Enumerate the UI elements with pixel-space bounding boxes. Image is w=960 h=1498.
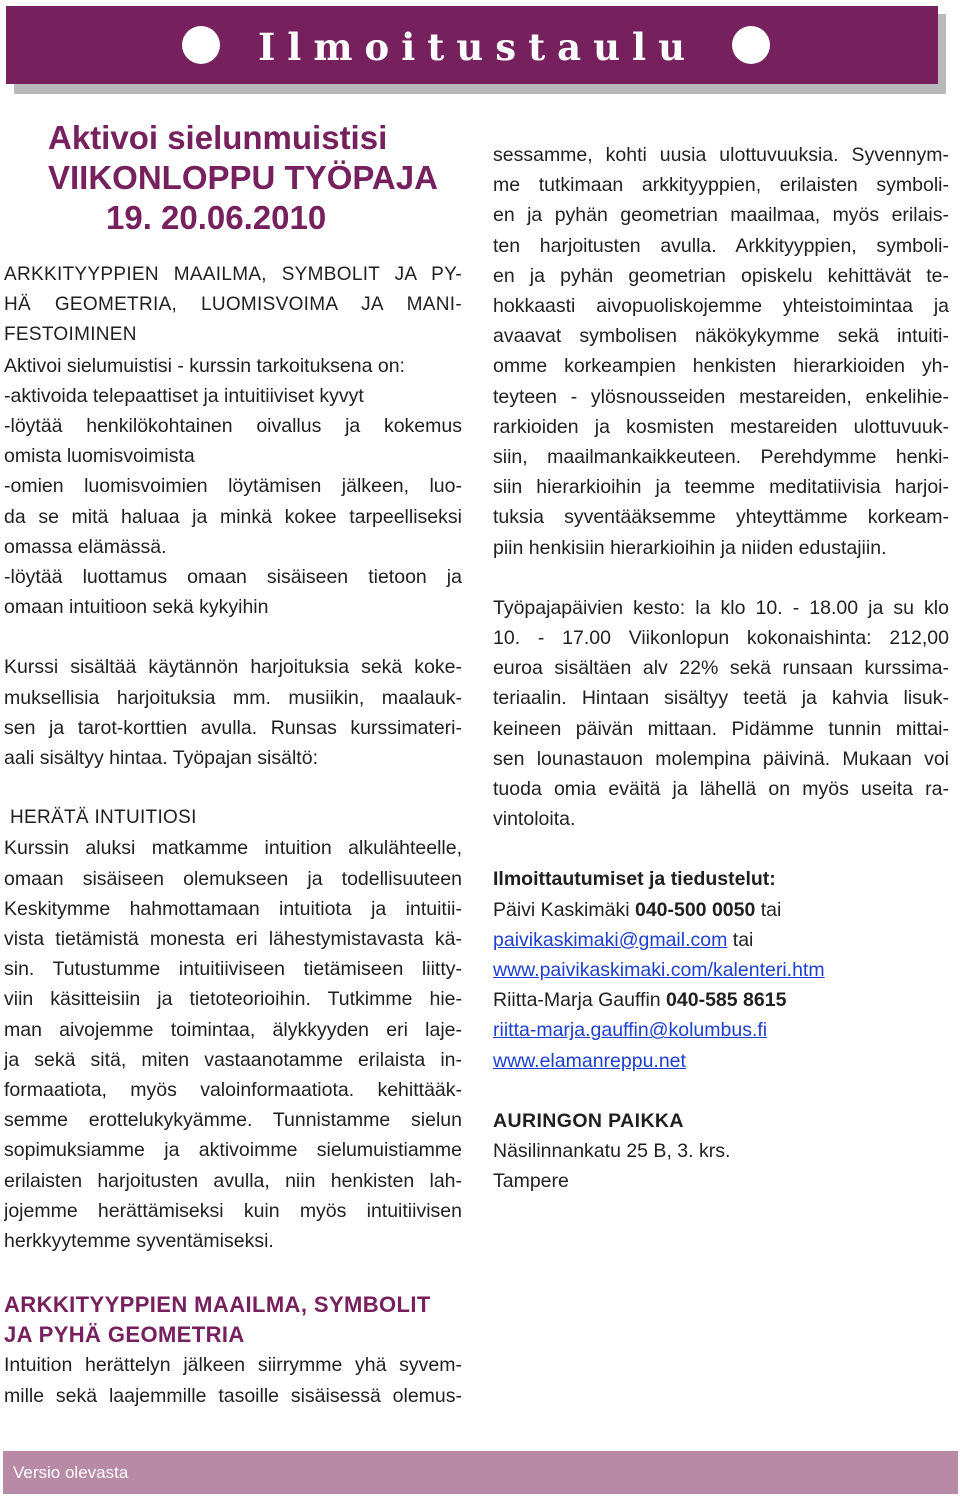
text-line: en ja pyhän geometrian opiskelu kehittävät te- bbox=[493, 264, 949, 287]
email-link[interactable]: paivikaskimaki@gmail.com bbox=[493, 928, 728, 951]
text-line: FESTOIMINEN bbox=[4, 324, 137, 346]
text-line: vista tietämistä monesta eri lähestymistavasta kä- bbox=[4, 928, 462, 951]
text-line: JA PYHÄ GEOMETRIA bbox=[4, 1322, 245, 1348]
text-line: ja sekä sitä, miten vastaanotamme erilaista in- bbox=[4, 1048, 462, 1071]
place-city: Tampere bbox=[493, 1170, 569, 1193]
contact-name: Päivi Kaskimäki bbox=[493, 898, 635, 921]
website-link[interactable]: www.elamanreppu.net bbox=[493, 1049, 686, 1072]
section-heading bbox=[4, 260, 462, 351]
text-line: herkkyytemme syventämiseksi. bbox=[4, 1230, 274, 1253]
text-line: sin. Tutustumme intuitiiviseen tietämiseen liitty- bbox=[4, 958, 462, 981]
headline-date: 19. 20.06.2010 bbox=[106, 199, 327, 236]
text-line: avaavat symbolisen näkökykymme sekä intuiti- bbox=[493, 325, 949, 348]
headline bbox=[48, 118, 468, 238]
text-line: euroa sisältäen alv 22% sekä runsaan kurssima- bbox=[493, 657, 949, 680]
course-paragraph bbox=[4, 652, 462, 773]
connector-text: tai bbox=[755, 898, 782, 921]
header-banner bbox=[6, 6, 938, 84]
text-line: Työpajapäivien kesto: la klo 10. - 18.00 ja su klo bbox=[493, 596, 949, 619]
intuition-paragraph bbox=[4, 833, 462, 1256]
text-line: hokkaasti aivopuoliskojemme yhteistoimintaa ja bbox=[493, 295, 949, 318]
text-line: Keskitymme hahmottamaan intuitiota ja intuitii- bbox=[4, 897, 462, 920]
contact-heading: Ilmoittautumiset ja tiedustelut: bbox=[493, 868, 776, 891]
text-line: -löytää luottamus omaan sisäiseen tietoon ja bbox=[4, 566, 462, 589]
right-column bbox=[493, 140, 949, 1197]
section-heading bbox=[4, 1290, 462, 1350]
text-line: formaatiota, myös valoinformaatiota. kehittääk- bbox=[4, 1079, 462, 1102]
section2-paragraph bbox=[4, 1350, 462, 1410]
text-line: ten harjoitusten avulla. Arkkityyppien, symboli- bbox=[493, 234, 949, 257]
text-line: omista luomisvoimista bbox=[4, 445, 195, 468]
contact-person-1 bbox=[493, 895, 949, 925]
text-line: vintoloita. bbox=[493, 808, 576, 831]
email-link[interactable]: riitta-marja.gauffin@kolumbus.fi bbox=[493, 1019, 768, 1042]
contact-email-line bbox=[493, 925, 949, 955]
price-paragraph bbox=[493, 593, 949, 835]
text-line: HÄ GEOMETRIA, LUOMISVOIMA JA MANI- bbox=[4, 294, 462, 316]
text-line: rarkioiden ja kosmisten mestareiden ulottuvuuk- bbox=[493, 415, 949, 438]
footer-label: Versio olevasta bbox=[13, 1463, 129, 1482]
text-line: tuoda omia eväitä ja lähellä on myös useita ra- bbox=[493, 778, 949, 801]
bullet-icon bbox=[732, 26, 770, 64]
connector-text: tai bbox=[727, 928, 754, 951]
footer-bar bbox=[3, 1451, 958, 1494]
intro-paragraph bbox=[4, 351, 462, 623]
text-line: keineen päivän mittaan. Pidämme tunnin mittai- bbox=[493, 717, 949, 740]
text-line: erilaisten harjoitusten avulla, niin henkisten lah- bbox=[4, 1169, 462, 1192]
text-line: viin käsitteisiin ja tietoteorioihin. Tutkimme hie- bbox=[4, 988, 462, 1011]
text-line: 10. - 17.00 Viikonlopun kokonaishinta: 212,00 bbox=[493, 627, 949, 650]
text-line: tuksia syventääksemme yhteyttämme korkeam- bbox=[493, 506, 949, 529]
place-block bbox=[493, 1106, 949, 1197]
place-address: Näsilinnankatu 25 B, 3. krs. bbox=[493, 1140, 731, 1163]
contact-web-line bbox=[493, 955, 949, 985]
text-line: muksellisia harjoituksia mm. musiikin, maalauk- bbox=[4, 686, 462, 709]
text-line: siin, maailmankaikkeuteen. Perehdymme henki- bbox=[493, 446, 949, 469]
contact-phone: 040-500 0050 bbox=[634, 898, 756, 921]
text-line: ARKKITYYPPIEN MAAILMA, SYMBOLIT bbox=[4, 1292, 431, 1318]
text-line: -löytää henkilökohtainen oivallus ja kokemus bbox=[4, 415, 462, 438]
text-line: omassa elämässä. bbox=[4, 535, 167, 558]
text-line: en ja pyhän geometrian maailmaa, myös erilais- bbox=[493, 204, 949, 227]
text-line: sen lounastauon molempina päivinä. Mukaan voi bbox=[493, 747, 949, 770]
intuition-heading: HERÄTÄ INTUITIOSI bbox=[10, 807, 197, 829]
place-heading: AURINGON PAIKKA bbox=[493, 1109, 684, 1132]
text-line: Intuition herättelyn jälkeen siirrymme yhä syvem- bbox=[4, 1354, 462, 1377]
website-link[interactable]: www.paivikaskimaki.com/kalenteri.htm bbox=[493, 959, 825, 982]
text-line: Kurssin aluksi matkamme intuition alkulähteelle, bbox=[4, 837, 462, 860]
contact-phone: 040-585 8615 bbox=[666, 989, 787, 1012]
text-line: sessamme, kohti uusia ulottuvuuksia. Syvennym- bbox=[493, 144, 949, 166]
text-line: mille sekä laajemmille tasoille sisäisessä olemus- bbox=[4, 1384, 462, 1407]
headline-line: Aktivoi sielunmuistisi bbox=[48, 119, 388, 156]
text-line: omaan sisäiseen olemukseen ja todellisuuteen bbox=[4, 867, 462, 890]
bullet-icon bbox=[182, 26, 220, 64]
text-line: piin henkisiin hierarkioihin ja niiden edustajiin. bbox=[493, 536, 887, 559]
text-line: da se mitä haluaa ja minkä kokee tarpeelliseksi bbox=[4, 505, 462, 528]
text-line: Kurssi sisältää käytännön harjoituksia sekä koke- bbox=[4, 656, 462, 679]
text-line: teyteen - ylösnousseiden mestareiden, enkelihie- bbox=[493, 385, 949, 408]
text-line: Aktivoi sielumuistisi - kurssin tarkoituksena on: bbox=[4, 354, 405, 377]
text-line: omme korkeampien henkisten hierarkioiden yh- bbox=[493, 355, 949, 378]
text-line: semme erottelukykyämme. Tunnistamme sielun bbox=[4, 1109, 462, 1132]
text-line: omaan intuitioon sekä kykyihin bbox=[4, 596, 269, 619]
text-line: -aktivoida telepaattiset ja intuitiiviset kyvyt bbox=[4, 384, 364, 407]
contact-person-2 bbox=[493, 985, 949, 1015]
left-column bbox=[4, 118, 462, 1411]
text-line: sopimuksiamme ja aktivoimme sielumuistiamme bbox=[4, 1139, 462, 1162]
text-line: me tutkimaan arkkityyppien, erilaisten symboli- bbox=[493, 174, 949, 197]
contact-email-line bbox=[493, 1015, 949, 1045]
headline-line: VIIKONLOPPU TYÖPAJA bbox=[48, 159, 438, 196]
text-line: ARKKITYYPPIEN MAAILMA, SYMBOLIT JA PY- bbox=[4, 264, 462, 285]
contact-block bbox=[493, 864, 949, 1075]
text-line: teriaalin. Hintaan sisältyy teetä ja kahvia lisuk- bbox=[493, 687, 949, 710]
continued-paragraph bbox=[493, 140, 949, 563]
contact-name: Riitta-Marja Gauffin bbox=[493, 989, 667, 1012]
text-line: aali sisältyy hintaa. Työpajan sisältö: bbox=[4, 747, 318, 770]
page-title: Ilmoitustaulu bbox=[258, 25, 697, 69]
text-line: sen ja tarot-korttien avulla. Runsas kurssimateri- bbox=[4, 716, 462, 739]
contact-web-line bbox=[493, 1046, 949, 1076]
text-line: siin hierarkioihin ja teemme meditatiivisia harjoi- bbox=[493, 476, 949, 499]
text-line: man aivojemme toimintaa, älykkyyden eri laje- bbox=[4, 1018, 462, 1041]
text-line: jojemme herättämiseksi kuin myös intuitiivisen bbox=[4, 1199, 462, 1222]
text-line: -omien luomisvoimien löytämisen jälkeen, luo- bbox=[4, 475, 462, 498]
